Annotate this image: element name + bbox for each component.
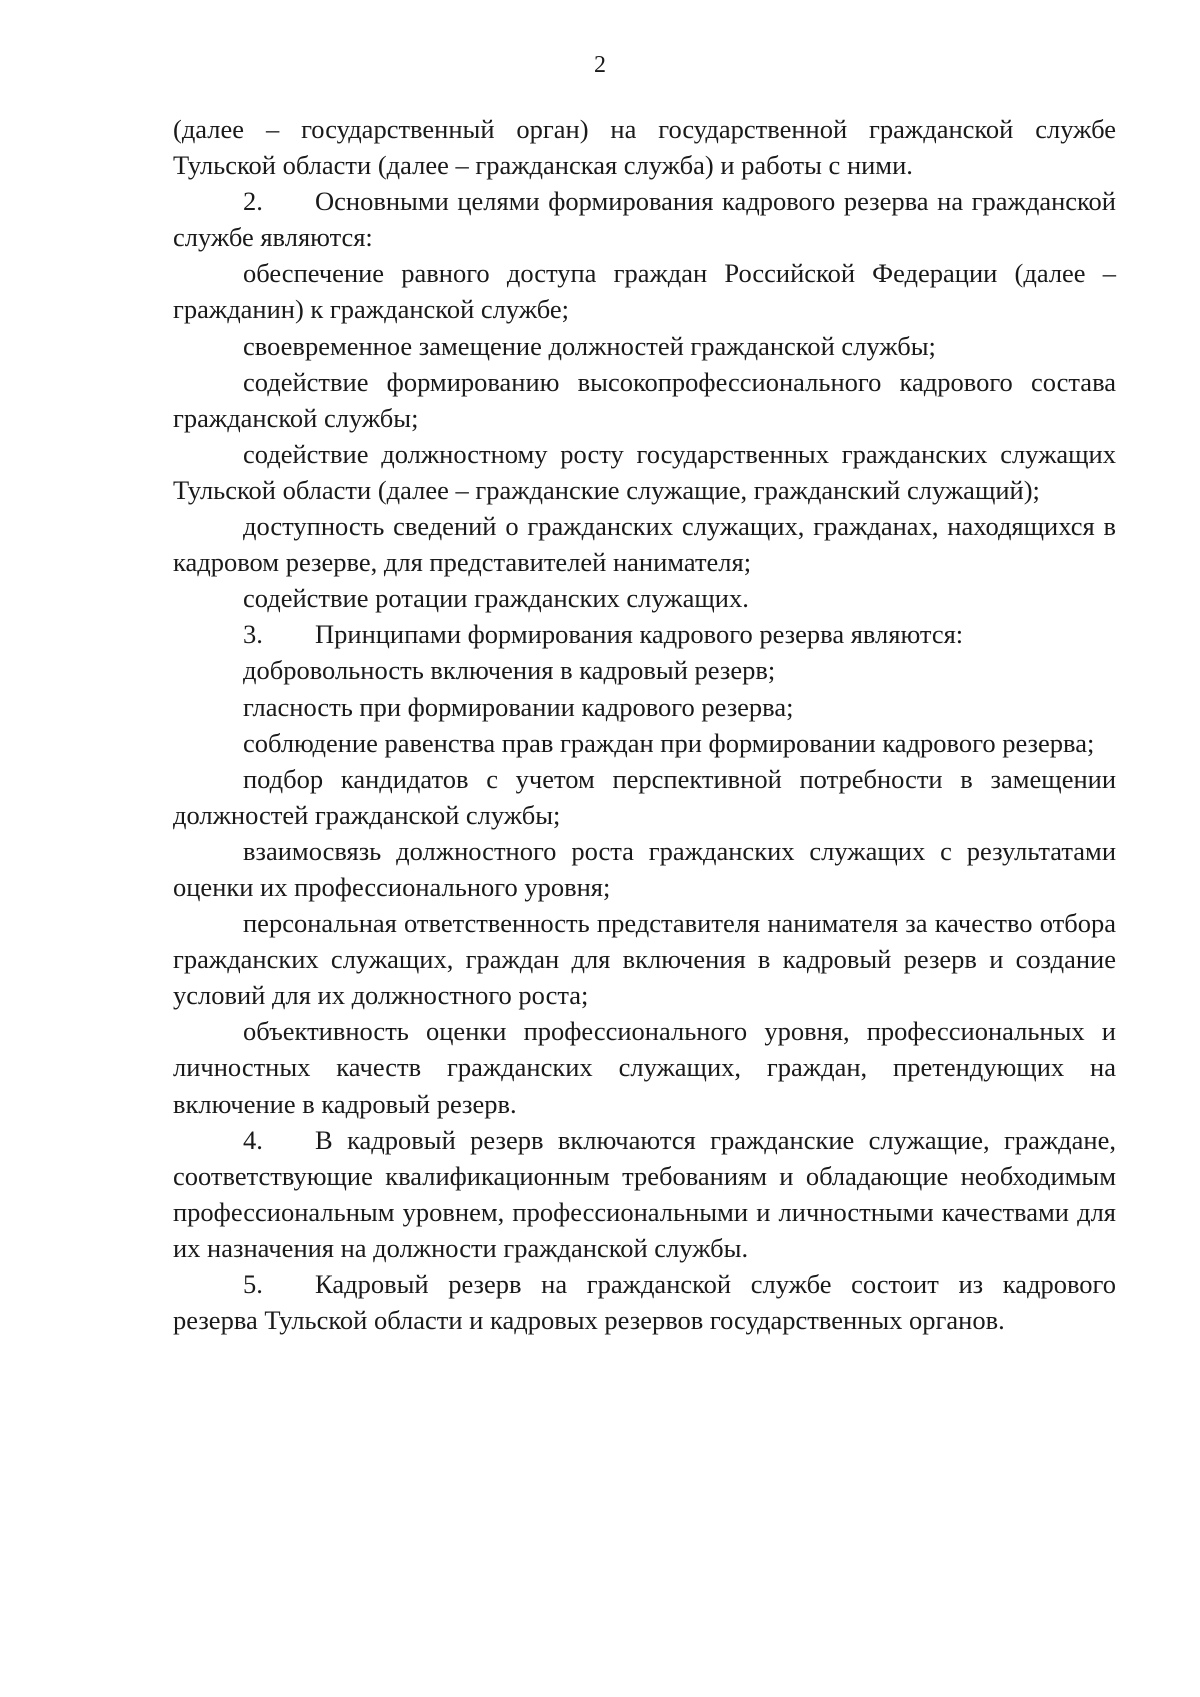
clause-number: 2. [243, 186, 263, 217]
clause-5 [173, 1266, 1116, 1338]
list-item: гласность при формировании кадрового резерва; [243, 691, 794, 722]
list-item: обеспечение равного доступа граждан Российской Федерации (далее – гражданин) к гражданской службе; [173, 258, 1116, 325]
list-item: своевременное замещение должностей гражданской службы; [243, 330, 936, 361]
clause-text: Кадровый резерв на гражданской службе состоит из кадрового резерва Тульской области и кадровых резервов государственных органов. [173, 1269, 1116, 1336]
clause-2 [173, 183, 1116, 255]
list-item: содействие формированию высокопрофессионального кадрового состава гражданской службы; [173, 366, 1116, 433]
list-item: доступность сведений о гражданских служащих, гражданах, находящихся в кадровом резерве, для представителей нанимателя; [173, 511, 1116, 578]
list-item: персональная ответственность представителя нанимателя за качество отбора гражданских служащих, граждан для включения в кадровый резерв и создание условий для их должностного роста; [173, 908, 1116, 1011]
clause-number: 3. [243, 619, 263, 650]
list-item: подбор кандидатов с учетом перспективной потребности в замещении должностей гражданской службы; [173, 763, 1116, 830]
list-item: объективность оценки профессионального уровня, профессиональных и личностных качеств гражданских служащих, граждан, претендующих на включение в кадровый резерв. [173, 1016, 1116, 1119]
paragraph-continuation: (далее – государственный орган) на государственной гражданской службе Тульской области (далее – гражданская служба) и работы с ними. [173, 114, 1116, 181]
clause-number: 4. [243, 1124, 263, 1155]
clause-text: Принципами формирования кадрового резерва являются: [315, 619, 964, 650]
list-item: соблюдение равенства прав граждан при формировании кадрового резерва; [243, 727, 1095, 758]
clause-3 [173, 616, 1116, 652]
list-item: взаимосвязь должностного роста гражданских служащих с результатами оценки их профессионального уровня; [173, 835, 1116, 902]
document-body [173, 111, 1116, 1338]
clause-text: В кадровый резерв включаются гражданские служащие, граждане, соответствующие квалификационным требованиям и обладающие необходимым профессиональным уровнем, профессиональными и личностными качествами для их назначения на должности гражданской службы. [173, 1124, 1116, 1263]
clause-number: 5. [243, 1269, 263, 1299]
list-item: содействие должностному росту государственных гражданских служащих Тульской области (далее – гражданские служащие, гражданский служащий); [173, 438, 1116, 505]
clause-4 [173, 1122, 1116, 1266]
clause-text: Основными целями формирования кадрового резерва на гражданской службе являются: [173, 186, 1116, 253]
page-number: 2 [594, 52, 606, 78]
list-item: содействие ротации гражданских служащих. [243, 583, 749, 614]
list-item: добровольность включения в кадровый резерв; [243, 655, 776, 686]
